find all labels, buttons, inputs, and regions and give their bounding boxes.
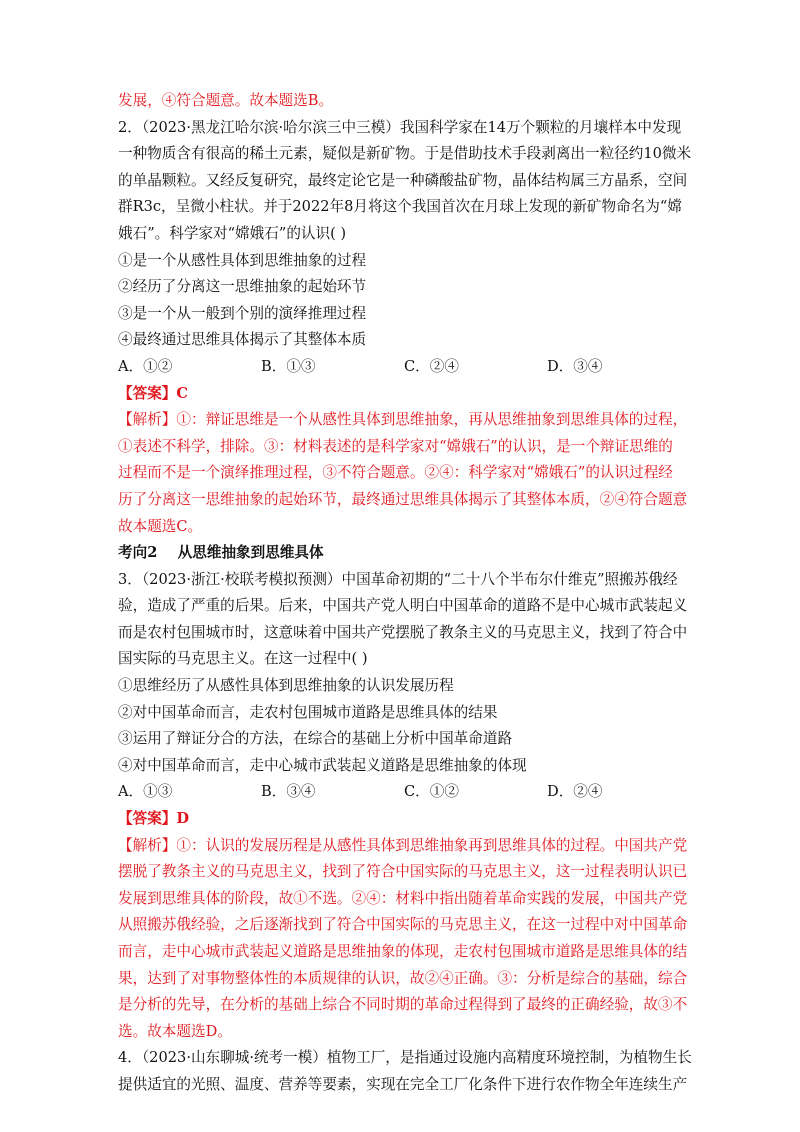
q2-analysis-line: 故本题选C。 — [118, 517, 203, 535]
q3-option-b: B．③④ — [261, 783, 316, 801]
q2-stem-line: 的单晶颗粒。又经反复研究，最终定论它是一种磷酸盐矿物，晶体结构属三方晶系，空间 — [118, 171, 688, 189]
document-page — [118, 88, 690, 1099]
q2-stem-line: 群R3c，呈微小柱状。并于2022年8月将这个我国首次在月球上发现的新矿物命名为“嫦 — [118, 198, 682, 216]
q3-analysis-line: 是分析的先导，在分析的基础上综合不同时期的革命过程得到了最终的正确经验，故③不 — [118, 996, 688, 1014]
q2-stem-line: 一种物质含有很高的稀土元素，疑似是新矿物。于是借助技术手段剥离出一粒径约10微米 — [118, 145, 692, 163]
q2-item: ③是一个从一般到个别的演绎推理过程 — [118, 304, 367, 322]
q3-analysis-line: 摆脱了教条主义的马克思主义，找到了符合中国实际的马克思主义，这一过程表明认识已 — [118, 863, 688, 881]
q2-option-b: B．①③ — [261, 357, 316, 375]
q2-option-c: C．②④ — [404, 357, 459, 375]
q3-option-c: C．①② — [404, 783, 459, 801]
q2-analysis-line: 历了分离这一思维抽象的起始环节，最终通过思维具体揭示了其整体本质，②④符合题意 — [118, 490, 688, 508]
q1-analysis-tail: 发展，④符合题意。故本题选B。 — [118, 92, 334, 109]
q2-options — [118, 354, 690, 381]
q2-item: ④最终通过思维具体揭示了其整体本质 — [118, 331, 367, 349]
q3-option-d: D．②④ — [547, 783, 603, 801]
q3-item: ①思维经历了从感性具体到思维抽象的认识发展历程 — [118, 677, 454, 695]
q3-item: ②对中国革命而言，走农村包围城市道路是思维具体的结果 — [118, 703, 498, 721]
q2-item: ②经历了分离这一思维抽象的起始环节 — [118, 278, 367, 296]
q3-item: ③运用了辩证分合的方法，在综合的基础上分析中国革命道路 — [118, 730, 513, 748]
q3-analysis-line: 发展到思维具体的阶段，故①不选。②④：材料中指出随着革命实践的发展，中国共产党 — [118, 889, 688, 907]
question-3 — [118, 567, 690, 1046]
q3-stem-line: 国实际的马克思主义。在这一过程中( ) — [118, 650, 368, 668]
q3-stem-line: 3．（2023·浙江·校联考模拟预测）中国革命初期的“二十八个半布尔什维克”照搬苏俄经 — [118, 570, 678, 588]
question-4 — [118, 1045, 690, 1098]
q3-stem-line: 而是农村包围城市时，这意味着中国共产党摆脱了教条主义的马克思主义，找到了符合中 — [118, 623, 688, 641]
q3-analysis-line: 从照搬苏俄经验，之后逐渐找到了符合中国实际的马克思主义，在这一过程中对中国革命 — [118, 916, 688, 934]
q3-answer: 【答案】D — [118, 810, 190, 828]
q2-stem-line: 2．（2023·黑龙江哈尔滨·哈尔滨三中三模）我国科学家在14万个颗粒的月壤样本中发现 — [118, 118, 682, 136]
q3-stem-line: 验，造成了严重的后果。后来，中国共产党人明白中国革命的道路不是中心城市武装起义 — [118, 597, 688, 615]
section-heading: 考向2 从思维抽象到思维具体 — [118, 544, 324, 562]
q2-answer: 【答案】C — [118, 384, 188, 402]
q3-analysis-line: 果，达到了对事物整体性的本质规律的认识，故②④正确。③：分析是综合的基础，综合 — [118, 969, 688, 987]
q2-option-d: D．③④ — [547, 357, 603, 375]
q3-analysis-line: 而言，走中心城市武装起义道路是思维抽象的体现，走农村包围城市道路是思维具体的结 — [118, 943, 688, 960]
q3-option-a: A．①③ — [118, 783, 173, 801]
q2-stem-line: 娥石”。科学家对“嫦娥石”的认识( ) — [118, 224, 347, 242]
q2-analysis-line: ①表述不科学，排除。③：材料表述的是科学家对“嫦娥石”的认识，是一个辩证思维的 — [118, 437, 673, 455]
q4-stem-line: 提供适宜的光照、温度、营养等要素，实现在完全工厂化条件下进行农作物全年连续生产 — [118, 1075, 688, 1093]
q4-stem-line: 4．（2023·山东聊城·统考一模）植物工厂，是指通过设施内高精度环境控制，为植物生长 — [118, 1049, 692, 1067]
q2-analysis-line: 【解析】①：辩证思维是一个从感性具体到思维抽象，再从思维抽象到思维具体的过程， — [118, 411, 688, 429]
q2-analysis-line: 过程而不是一个演绎推理过程，③不符合题意。②④：科学家对“嫦娥石”的认识过程经 — [118, 464, 673, 482]
q2-item: ①是一个从感性具体到思维抽象的过程 — [118, 251, 367, 269]
q3-item: ④对中国革命而言，走中心城市武装起义道路是思维抽象的体现 — [118, 756, 527, 774]
question-2 — [118, 115, 690, 541]
q3-analysis-line: 选。故本题选D。 — [118, 1022, 232, 1040]
q3-analysis-line: 【解析】①：认识的发展历程是从感性具体到思维抽象再到思维具体的过程。中国共产党 — [118, 836, 688, 854]
q2-option-a: A．①② — [118, 357, 173, 375]
q3-options — [118, 779, 690, 806]
